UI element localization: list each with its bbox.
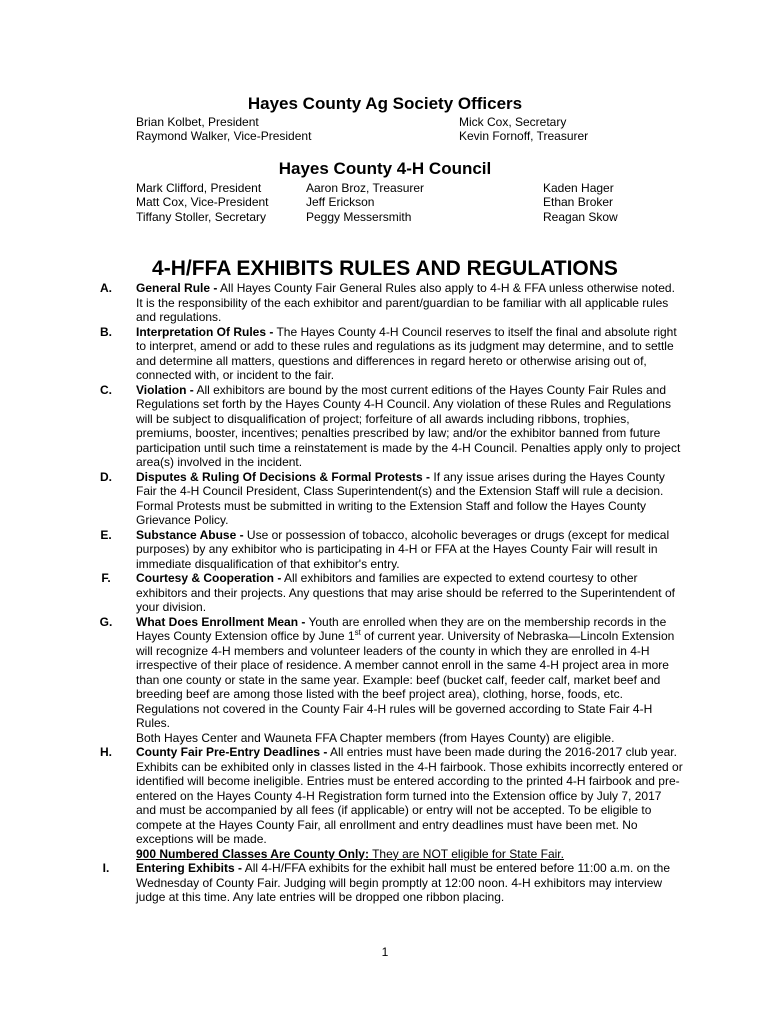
note-bold: 900 Numbered Classes Are County Only: <box>136 846 369 861</box>
rule-text: Youth are enrolled when they are on the membership records in the Hayes County Extension office by June 1 <box>136 614 667 643</box>
rule-letter: F. <box>101 571 111 585</box>
rule-letter: A. <box>100 281 112 295</box>
rules-title: 4-H/FFA EXHIBITS RULES AND REGULATIONS <box>152 257 618 280</box>
rule-i <box>94 861 684 905</box>
rule-text: Use or possession of tobacco, alcoholic beverages or drugs (except for medical purposes) by any exhibitor who is participating in 4-H or FFA at the Hayes County Fair will result in immediate disqualification of that exhibitor's entry. <box>136 527 670 571</box>
rule-letter: C. <box>100 382 112 397</box>
rule-e <box>94 528 684 572</box>
rule-text: All entries must have been made during the 2016-2017 club year. Exhibits can be exhibited only in classes listed in the 4-H fairbook. Those exhibits incorrectly entered or identified will become ineligible. Entries must be entered according to the printed 4-H fairbook and pre-entered on the Hayes County 4-H Registration form turned into the Extension office by July 7, 2017 and must be accompanied by all fees (if applicable) or entry will not be accepted. To be eligible to compete at the Hayes County Fair, all enrollment and entry deadlines must have been met. No exceptions will be made. <box>136 745 683 846</box>
rule-g <box>94 615 684 746</box>
rules-list <box>94 281 684 905</box>
council-member: Jeff Erickson <box>306 195 375 209</box>
council-member: Mark Clifford, President <box>136 181 262 195</box>
rule-text: If any issue arises during the Hayes County Fair the 4-H Council President, Class Superintendent(s) and the Extension Staff will rule a decision. Formal Protests must be submitted in writing to the Extension Staff and follow the Hayes County Grievance Policy. <box>136 469 665 527</box>
rule-title: County Fair Pre-Entry Deadlines - <box>136 745 328 759</box>
rule-a <box>94 281 684 325</box>
rule-letter: I. <box>102 861 110 875</box>
rule-letter: G. <box>99 614 113 629</box>
council-title: Hayes County 4-H Council <box>278 159 492 178</box>
rule-letter: H. <box>100 745 112 759</box>
rule-letter: D. <box>100 469 112 484</box>
council-member: Tiffany Stoller, Secretary <box>136 210 267 224</box>
rule-letter: E. <box>100 527 112 542</box>
council-member: Ethan Broker <box>543 195 614 209</box>
rule-title: General Rule - <box>136 281 218 295</box>
rule-letter: B. <box>100 324 112 339</box>
page-number: 1 <box>381 945 389 959</box>
council-member: Reagan Skow <box>543 210 618 224</box>
officer-treasurer: Kevin Fornoff, Treasurer <box>459 129 589 143</box>
council-member: Peggy Messersmith <box>306 210 412 224</box>
rule-text: All exhibitors are bound by the most current editions of the Hayes County Fair Rules and Regulations set forth by the Hayes County 4-H Council. Any violation of these Rules and Regulations will be subject to disqualification of project; forfeiture of all awards including ribbons, trophies, premiums, booster, incentives; penalties prescribed by law; and/or the exhibitor banned from future participation until such time a reinstatement is made by the 4-H Council. Penalties apply only to project area(s) involved in the incident. <box>136 382 681 469</box>
ag-society-title: Hayes County Ag Society Officers <box>247 94 523 113</box>
council-member: Kaden Hager <box>543 181 614 195</box>
rule-d <box>94 470 684 528</box>
council-member: Matt Cox, Vice-President <box>136 195 269 209</box>
rule-title: Violation - <box>136 382 194 397</box>
rule-title: Interpretation Of Rules - <box>136 324 274 339</box>
rule-title: Substance Abuse - <box>136 527 244 542</box>
officer-president: Brian Kolbet, President <box>136 115 259 129</box>
rule-text: All exhibitors and families are expected to extend courtesy to other exhibitors and their projects. Any questions that may arise should be referred to the Superintendent of your division. <box>136 571 675 614</box>
rule-f <box>94 571 684 615</box>
rule-text: The Hayes County 4-H Council reserves to itself the final and absolute right to interpret, amend or add to these rules and regulations as its judgment may determine, and to settle and determine all matters, questions and differences in regard hereto or otherwise arising out of, connected with, or incident to the fair. <box>136 324 677 382</box>
council-member: Aaron Broz, Treasurer <box>306 181 425 195</box>
ordinal-suffix: st <box>354 628 361 637</box>
rule-title: What Does Enrollment Mean - <box>136 614 306 629</box>
officer-secretary: Mick Cox, Secretary <box>459 115 567 129</box>
rule-h <box>94 745 684 861</box>
rule-title: Disputes & Ruling Of Decisions & Formal Protests - <box>136 469 431 484</box>
rule-title: Courtesy & Cooperation - <box>136 571 282 585</box>
rule-b <box>94 325 684 383</box>
rule-text: All 4-H/FFA exhibits for the exhibit hall must be entered before 11:00 a.m. on the Wednesday of County Fair. Judging will begin promptly at 12:00 noon. 4-H exhibitors may interview judge at this time. Any late entries will be dropped one ribbon placing. <box>136 861 671 904</box>
rule-text: All Hayes County Fair General Rules also apply to 4-H & FFA unless otherwise noted. It is the responsibility of the each exhibitor and parent/guardian to be familiar with all applicable rules and regulations. <box>136 281 675 324</box>
rule-title: Entering Exhibits - <box>136 861 243 875</box>
officer-vice-president: Raymond Walker, Vice-President <box>136 129 312 143</box>
rule-extra: Both Hayes Center and Wauneta FFA Chapter members (from Hayes County) are eligible. <box>136 730 615 745</box>
note-text: They are NOT eligible for State Fair. <box>368 846 564 861</box>
rule-note <box>136 847 684 862</box>
rule-c <box>94 383 684 470</box>
rule-text: of current year. University of Nebraska—Lincoln Extension will recognize 4-H members and volunteer leaders of the county in which they are enrolled in 4-H irrespective of their place of residence. A member cannot enroll in the same 4-H project area in more than one county or state in the same year. Example: beef (bucket calf, feeder calf, market beef and breeding beef are among those listed with the beef project area), clothing, horse, foods, etc. Regulations not covered in the County Fair 4-H rules will be governed according to State Fair 4-H Rules. <box>136 629 675 730</box>
